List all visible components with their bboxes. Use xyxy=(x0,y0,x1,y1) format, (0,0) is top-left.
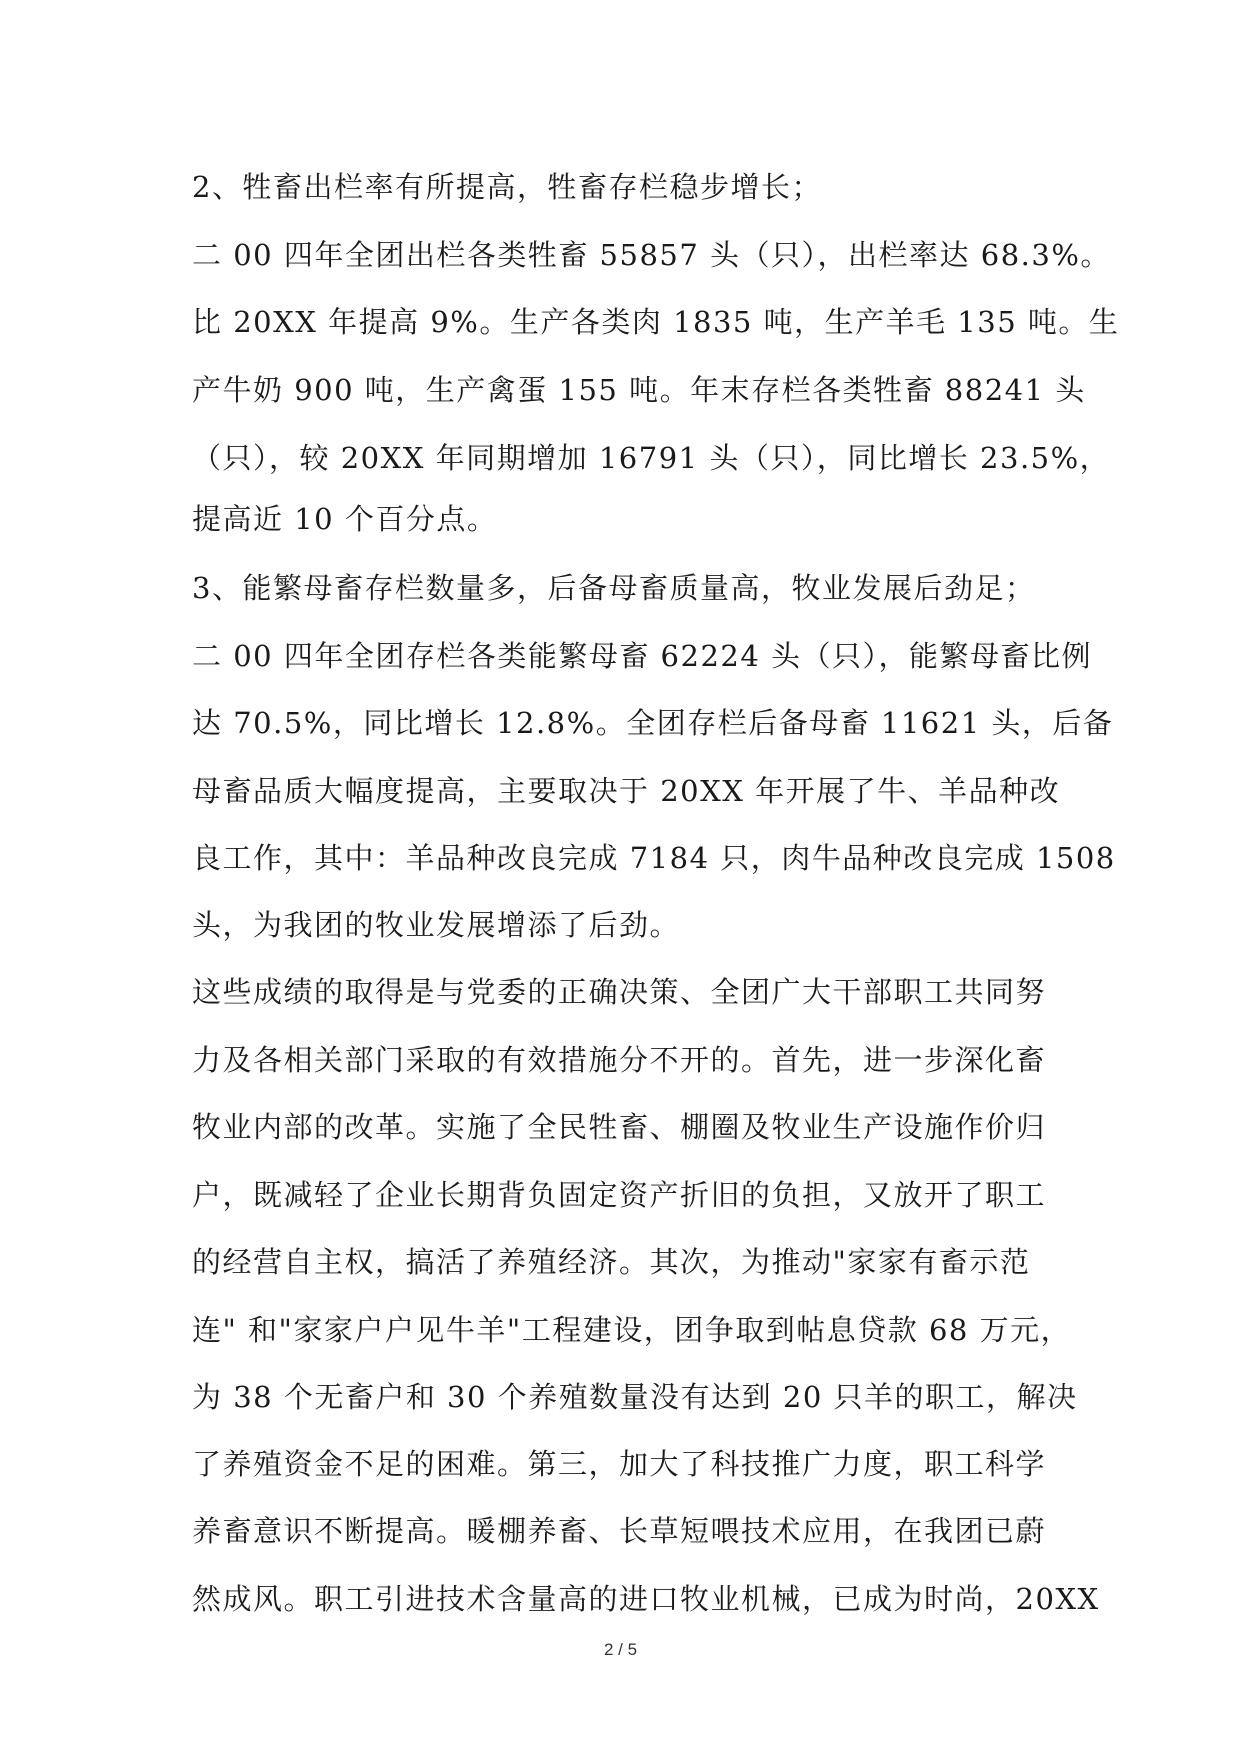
text-line: 良工作，其中：羊品种改良完成 7184 只，肉牛品种改良完成 1508 xyxy=(192,841,1116,875)
text-line: 的经营自主权，搞活了养殖经济。其次，为推动"家家有畜示范 xyxy=(192,1245,1031,1279)
text-line: 养畜意识不断提高。暖棚养畜、长草短喂技术应用，在我团已蔚 xyxy=(192,1514,1047,1548)
text-line: （只），较 20XX 年同期增加 16791 头（只），同比增长 23.5%， xyxy=(192,441,1111,475)
text-line: 为 38 个无畜户和 30 个养殖数量没有达到 20 只羊的职工，解决 xyxy=(192,1380,1078,1414)
text-line: 2、牲畜出栏率有所提高，牲畜存栏稳步增长； xyxy=(192,170,822,204)
text-line: 力及各相关部门采取的有效措施分不开的。首先，进一步深化畜 xyxy=(192,1043,1047,1077)
text-line: 然成风。职工引进技术含量高的进口牧业机械，已成为时尚，20XX xyxy=(192,1582,1100,1616)
text-line: 3、能繁母畜存栏数量多，后备母畜质量高，牧业发展后劲足； xyxy=(192,571,1036,605)
page-number: 2 / 5 xyxy=(603,1640,638,1659)
text-line: 母畜品质大幅度提高，主要取决于 20XX 年开展了牛、羊品种改 xyxy=(192,774,1061,808)
text-line: 户，既减轻了企业长期背负固定资产折旧的负担，又放开了职工 xyxy=(192,1178,1047,1212)
text-line: 提高近 10 个百分点。 xyxy=(192,502,498,536)
text-line: 牧业内部的改革。实施了全民牲畜、棚圈及牧业生产设施作价归 xyxy=(192,1110,1047,1144)
text-line: 比 20XX 年提高 9%。生产各类肉 1835 吨，生产羊毛 135 吨。生 xyxy=(192,305,1120,339)
text-line: 二 00 四年全团存栏各类能繁母畜 62224 头（只），能繁母畜比例 xyxy=(192,639,1093,673)
text-line: 达 70.5%，同比增长 12.8%。全团存栏后备母畜 11621 头，后备 xyxy=(192,706,1114,740)
text-line: 连" 和"家家户户见牛羊"工程建设，团争取到帖息贷款 68 万元， xyxy=(192,1313,1072,1347)
text-line: 这些成绩的取得是与党委的正确决策、全团广大干部职工共同努 xyxy=(192,975,1047,1009)
text-line: 二 00 四年全团出栏各类牲畜 55857 头（只），出栏率达 68.3%。 xyxy=(192,238,1111,272)
text-line: 头，为我团的牧业发展增添了后劲。 xyxy=(192,908,681,942)
text-line: 了养殖资金不足的困难。第三，加大了科技推广力度，职工科学 xyxy=(192,1447,1047,1481)
text-line: 产牛奶 900 吨，生产禽蛋 155 吨。年末存栏各类牲畜 88241 头 xyxy=(192,373,1086,407)
